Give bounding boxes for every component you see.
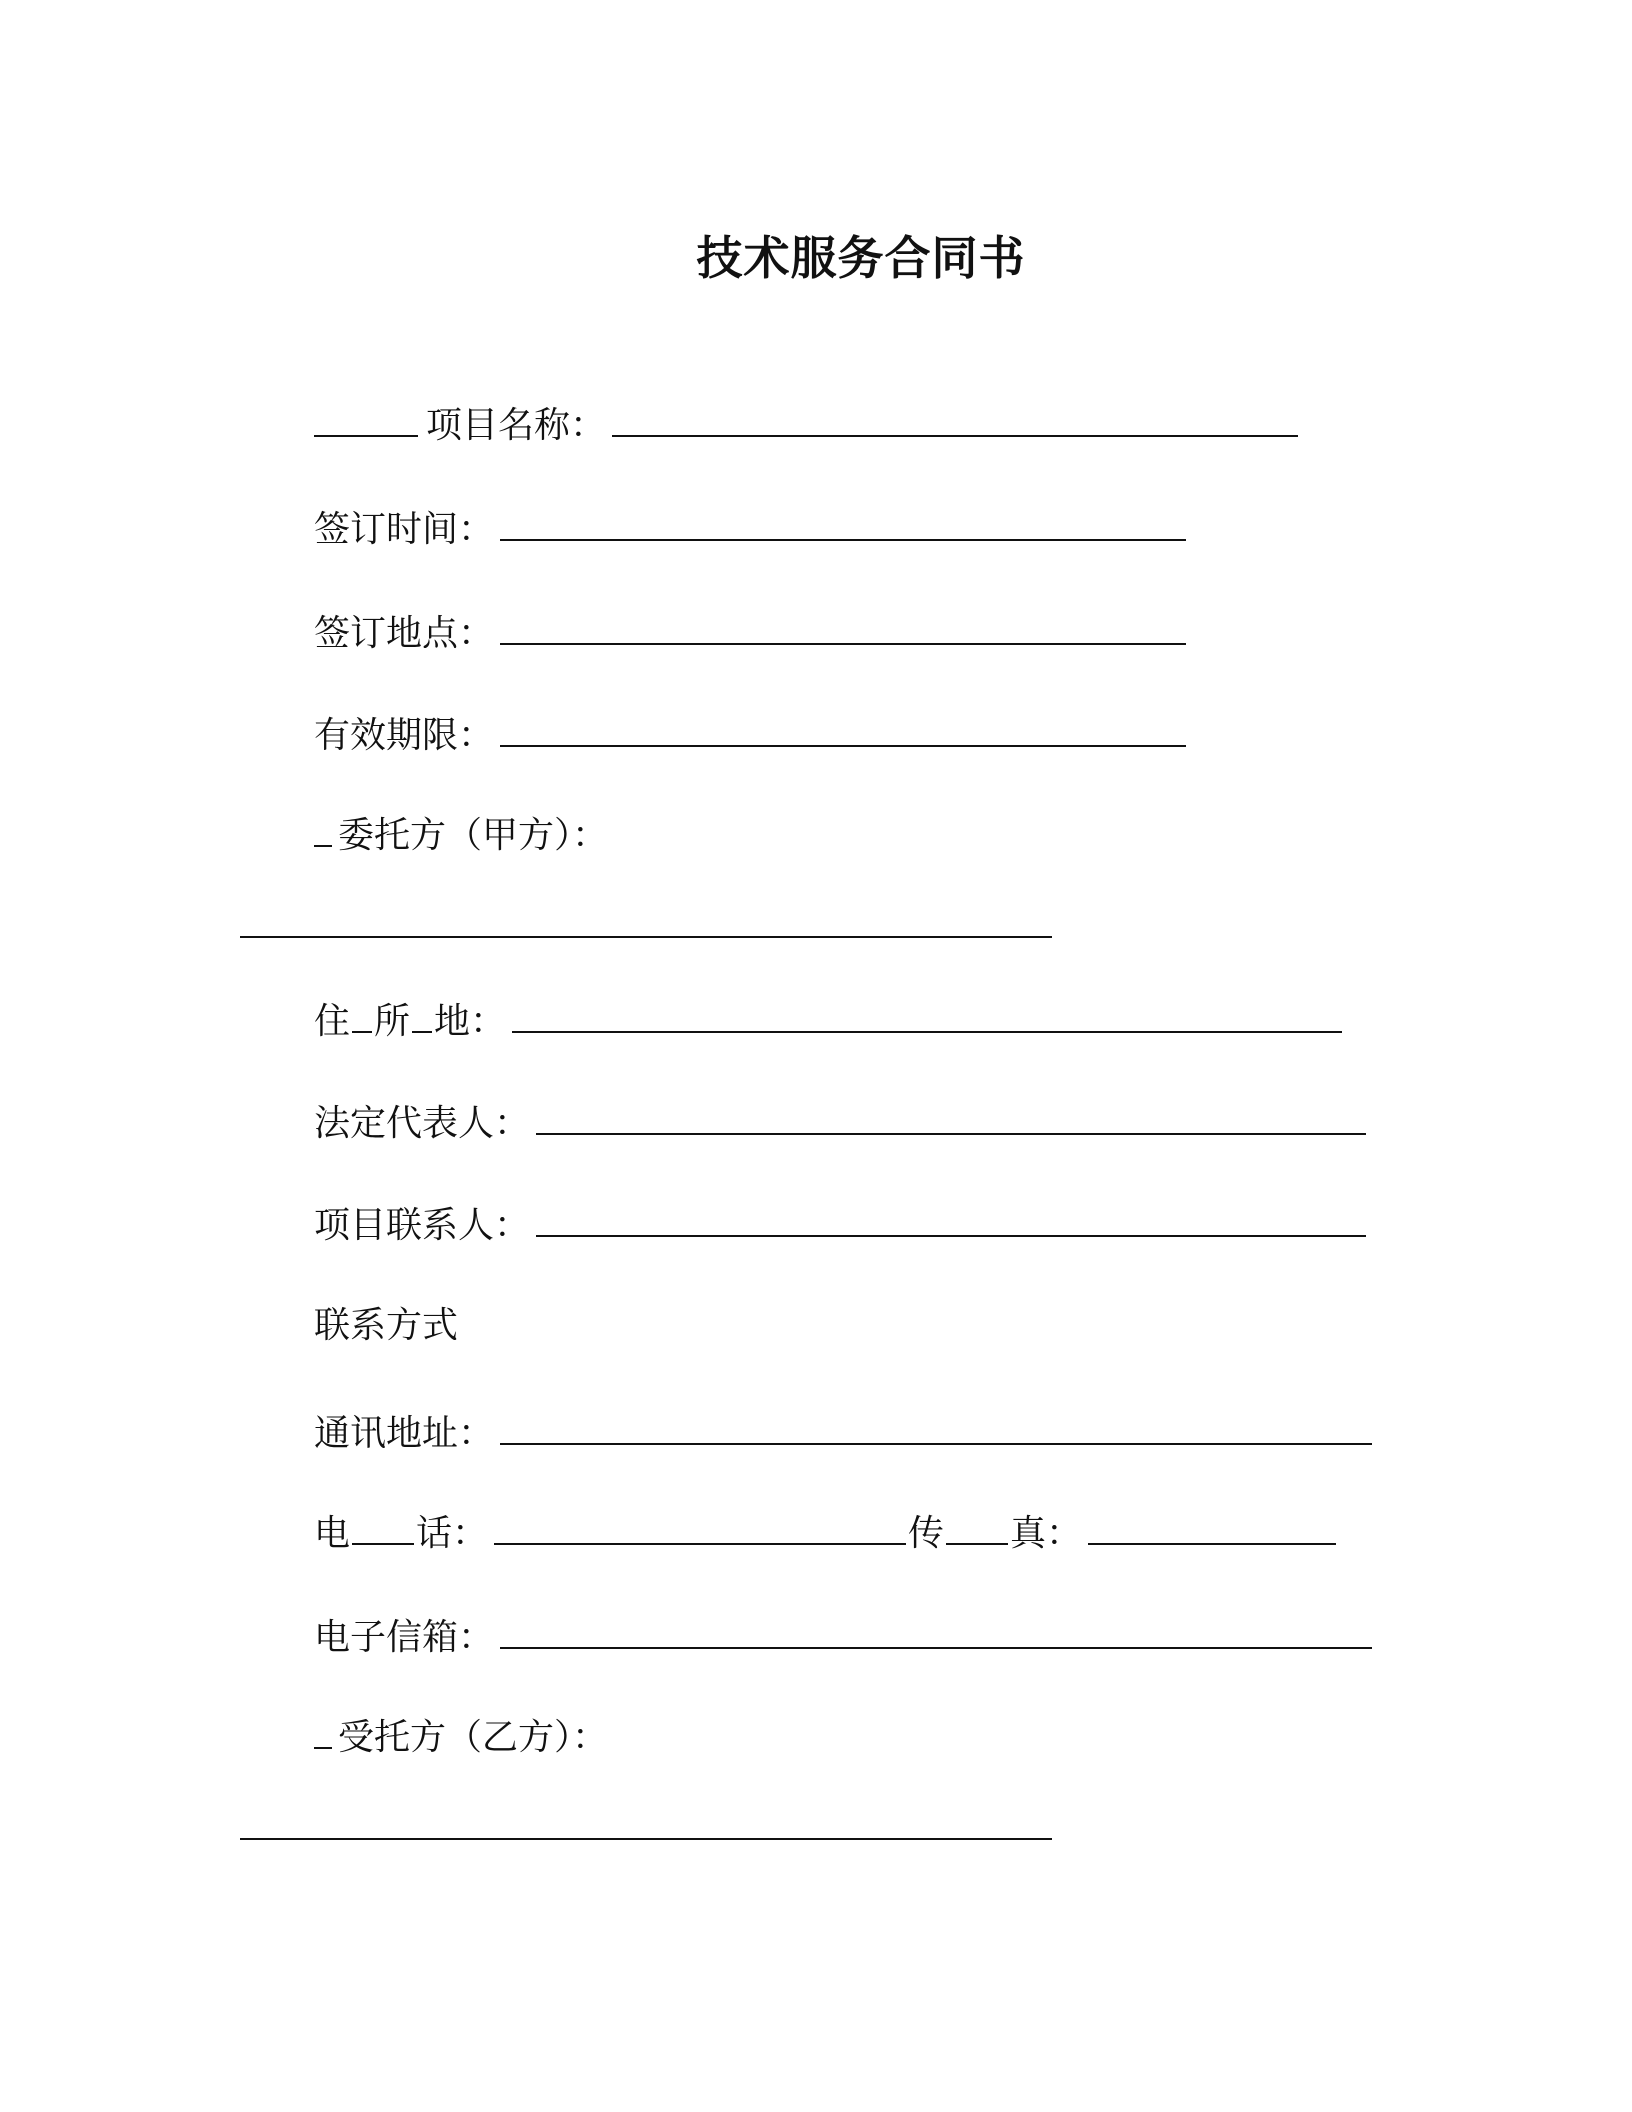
contact-person-blank[interactable] <box>536 1234 1366 1237</box>
contact-person-label: 项目联系人： <box>314 1205 531 1246</box>
phone-label-2: 话： <box>416 1513 489 1554</box>
address-blank[interactable] <box>500 1442 1372 1445</box>
party-a-name-blank[interactable] <box>240 936 1052 938</box>
project-prefix-blank[interactable] <box>314 434 418 437</box>
sign-place-line <box>314 610 1186 658</box>
domicile-label-3: 地： <box>434 1001 507 1042</box>
contact-method-line <box>314 1302 458 1350</box>
domicile-gap-blank-1 <box>352 1030 372 1033</box>
valid-period-line <box>314 712 1186 760</box>
phone-gap-blank <box>352 1542 414 1545</box>
sign-place-blank[interactable] <box>500 642 1186 645</box>
party-a-prefix-blank[interactable] <box>314 844 332 847</box>
valid-period-label: 有效期限： <box>314 715 495 756</box>
valid-period-blank[interactable] <box>500 744 1186 747</box>
document-title: 技术服务合同书 <box>696 231 1026 285</box>
project-name-label: 项目名称： <box>426 405 607 446</box>
fax-label-2: 真： <box>1010 1513 1083 1554</box>
party-a-heading: 委托方（甲方）： <box>338 815 609 856</box>
email-blank[interactable] <box>500 1646 1372 1649</box>
phone-blank[interactable] <box>494 1542 906 1545</box>
project-name-blank[interactable] <box>612 434 1298 437</box>
domicile-label-2: 所 <box>374 1001 411 1042</box>
email-label: 电子信箱： <box>314 1617 495 1658</box>
address-label: 通讯地址： <box>314 1413 495 1454</box>
legal-rep-line <box>314 1100 1366 1148</box>
party-b-heading-line <box>314 1714 608 1762</box>
fax-blank[interactable] <box>1088 1542 1336 1545</box>
contact-method-label: 联系方式 <box>314 1305 459 1346</box>
legal-rep-blank[interactable] <box>536 1132 1366 1135</box>
address-line <box>314 1410 1372 1458</box>
phone-fax-line <box>314 1510 1336 1558</box>
project-name-line <box>314 402 1298 450</box>
party-b-name-blank[interactable] <box>240 1838 1052 1840</box>
domicile-blank[interactable] <box>512 1030 1342 1033</box>
party-a-heading-line <box>314 812 608 860</box>
party-b-prefix-blank[interactable] <box>314 1746 332 1749</box>
domicile-line <box>314 998 1342 1046</box>
fax-label-1: 传 <box>908 1513 945 1554</box>
fax-gap-blank <box>946 1542 1008 1545</box>
legal-rep-label: 法定代表人： <box>314 1103 531 1144</box>
email-line <box>314 1614 1372 1662</box>
sign-place-label: 签订地点： <box>314 613 495 654</box>
domicile-label-1: 住 <box>314 1001 351 1042</box>
phone-label-1: 电 <box>314 1513 351 1554</box>
sign-time-blank[interactable] <box>500 538 1186 541</box>
domicile-gap-blank-2 <box>412 1030 432 1033</box>
sign-time-line <box>314 506 1186 554</box>
sign-time-label: 签订时间： <box>314 509 495 550</box>
contact-person-line <box>314 1202 1366 1250</box>
party-b-heading: 受托方（乙方）： <box>338 1717 609 1758</box>
